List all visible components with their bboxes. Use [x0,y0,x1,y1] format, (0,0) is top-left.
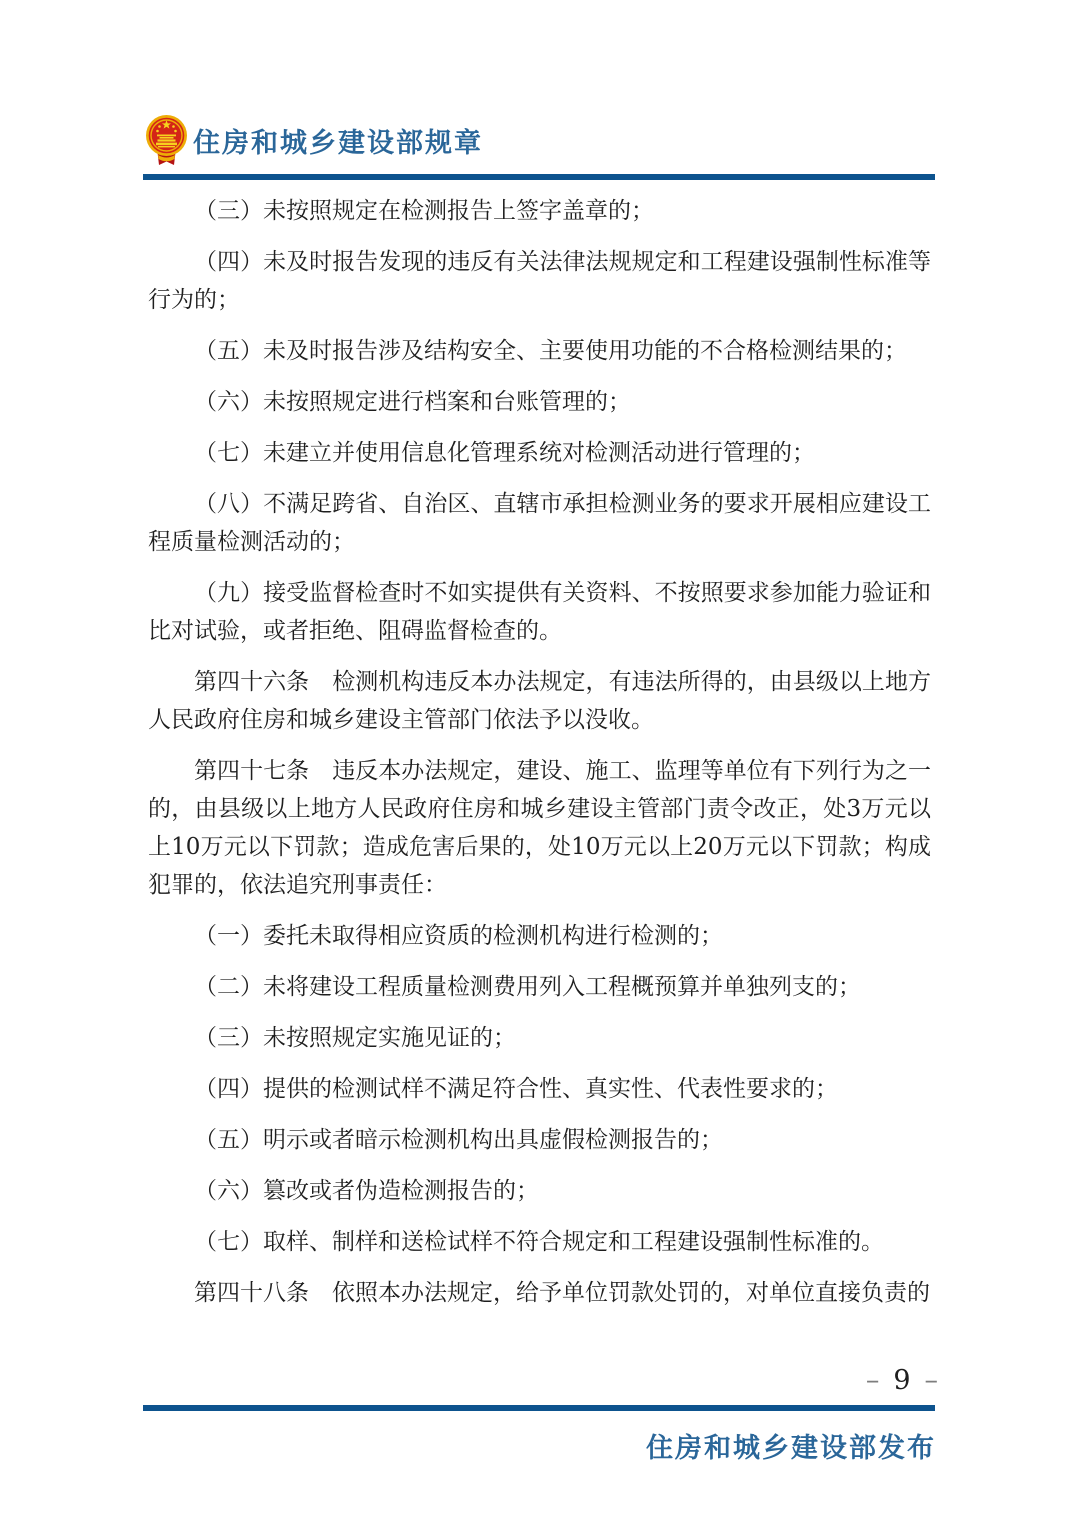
paragraph-item-8: （八）不满足跨省、自治区、直辖市承担检测业务的要求开展相应建设工程质量检测活动的； [148,491,931,555]
footer-divider-line [143,1405,935,1411]
national-emblem-icon [145,114,188,168]
page-number [866,1366,938,1396]
page-number-value: 9 [893,1365,911,1396]
paragraph-sub-5: （五）明示或者暗示检测机构出具虚假检测报告的； [194,1127,723,1153]
paragraph-sub-2: （二）未将建设工程质量检测费用列入工程概预算并单独列支的； [194,974,861,1000]
paragraph-sub-4: （四）提供的检测试样不满足符合性、真实性、代表性要求的； [194,1076,838,1102]
paragraph-article-47: 第四十七条 违反本办法规定，建设、施工、监理等单位有下列行为之一的，由县级以上地方人民政府住房和城乡建设主管部门责令改正，处3万元以上10万元以下罚款；造成危害后果的，处10万元以上20万元以下罚款；构成犯罪的，依法追究刑事责任： [148,758,931,898]
paragraph-item-4: （四）未及时报告发现的违反有关法律法规规定和工程建设强制性标准等行为的； [148,249,931,313]
page-number-dash-left: – [865,1365,880,1396]
paragraph-sub-7: （七）取样、制样和送检试样不符合规定和工程建设强制性标准的。 [194,1229,884,1255]
paragraph-article-46: 第四十六条 检测机构违反本办法规定，有违法所得的，由县级以上地方人民政府住房和城乡建设主管部门依法予以没收。 [148,669,931,733]
paragraph-item-6: （六）未按照规定进行档案和台账管理的； [194,389,631,415]
paragraph-item-7: （七）未建立并使用信息化管理系统对检测活动进行管理的； [194,440,815,466]
paragraph-sub-6: （六）篡改或者伪造检测报告的； [194,1178,539,1204]
paragraph-item-3: （三）未按照规定在检测报告上签字盖章的； [194,198,654,224]
document-body [148,192,931,1312]
paragraph-article-48: 第四十八条 依照本办法规定，给予单位罚款处罚的，对单位直接负责的 [194,1280,930,1306]
paragraph-item-5: （五）未及时报告涉及结构安全、主要使用功能的不合格检测结果的； [194,338,907,364]
paragraph-sub-3: （三）未按照规定实施见证的； [194,1025,516,1051]
paragraph-sub-1: （一）委托未取得相应资质的检测机构进行检测的； [194,923,723,949]
footer-publisher-text: 住房和城乡建设部发布 [646,1433,936,1464]
paragraph-item-9: （九）接受监督检查时不如实提供有关资料、不按照要求参加能力验证和比对试验，或者拒绝、阻碍监督检查的。 [148,580,931,644]
page-number-dash-right: – [924,1365,938,1396]
document-header-title: 住房和城乡建设部规章 [193,128,483,159]
header-divider-line [143,174,935,180]
